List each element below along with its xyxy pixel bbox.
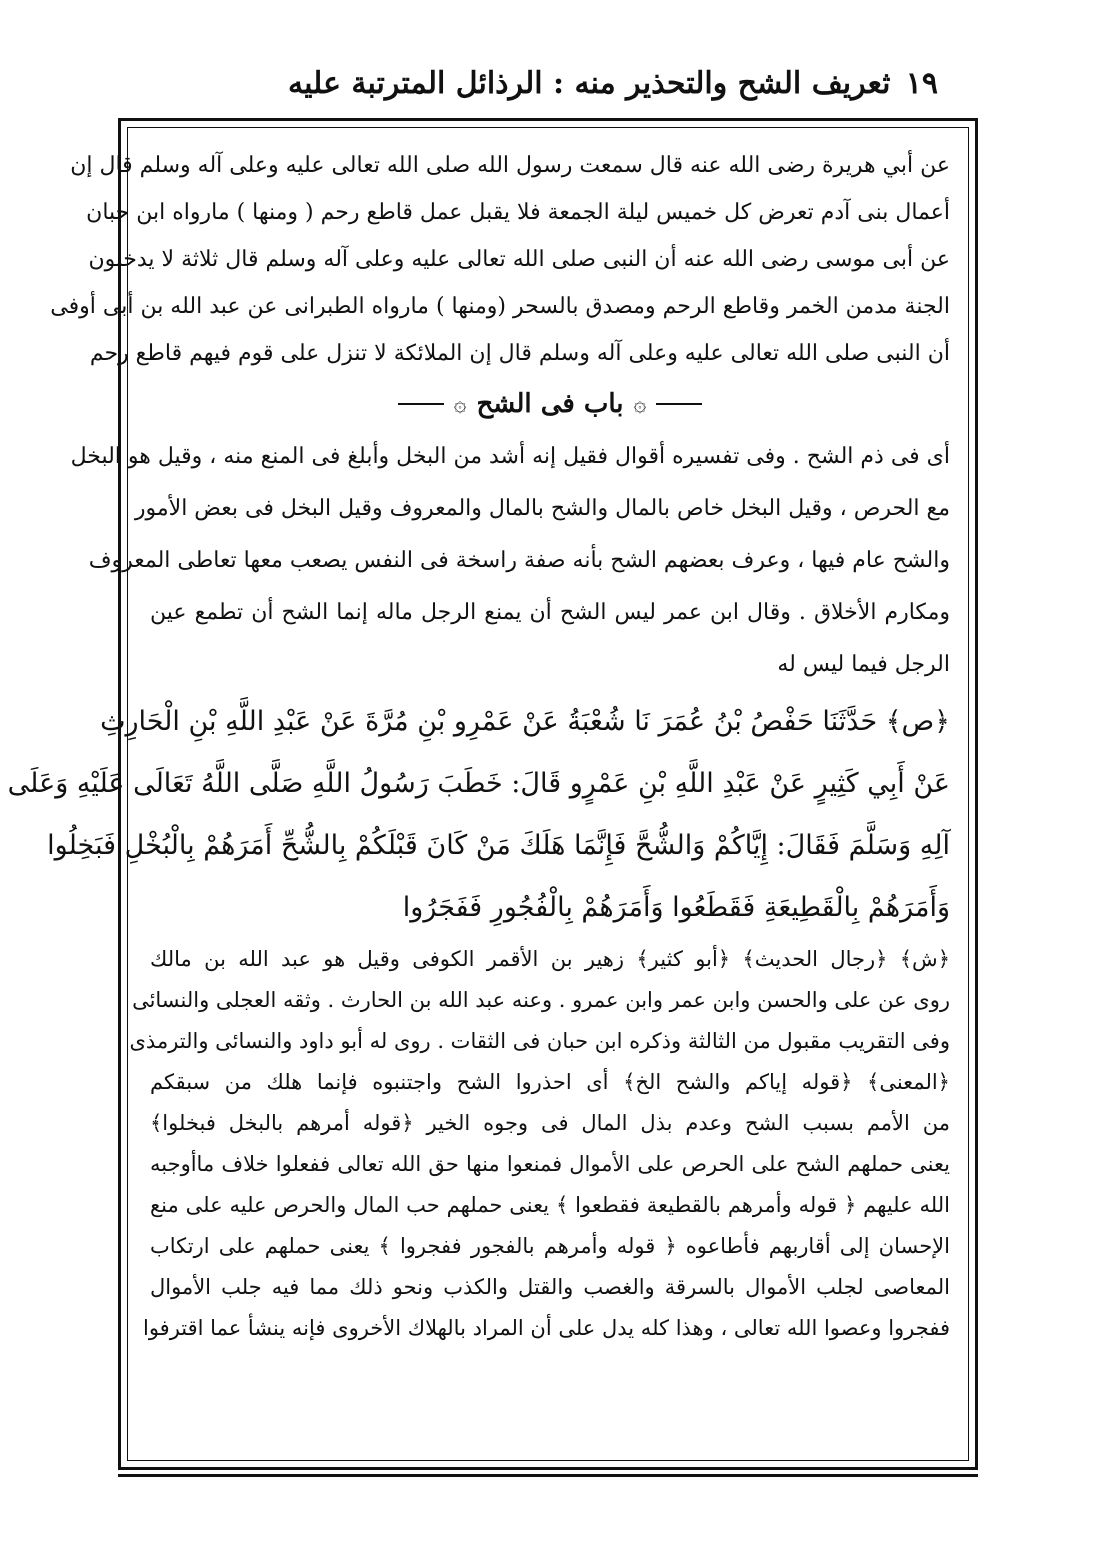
text-line: الرجل فيما ليس له	[777, 652, 950, 677]
hadith-line: عَنْ أَبِي كَثِيرٍ عَنْ عَبْدِ اللَّهِ بْنِ عَمْرٍو قَالَ: خَطَبَ رَسُولُ اللَّهِ صَلَّى اللَّهُ تَعَالَى عَلَيْهِ وَعَلَى	[7, 768, 950, 799]
page-header	[118, 58, 938, 108]
text-line: الجنة مدمن الخمر وقاطع الرحم ومصدق بالسحر (ومنها ) مارواه الطبرانى عن عبد الله بن أبى أوفى	[50, 294, 950, 319]
hadith-line: آلِهِ وَسَلَّمَ فَقَالَ: إِيَّاكُمْ وَالشُّحَّ فَإِنَّمَا هَلَكَ مَنْ كَانَ قَبْلَكُمْ بِالشُّحِّ أَمَرَهُمْ بِالْبُخْلِ فَبَخِلُوا	[47, 830, 950, 861]
page-number: ١٩	[905, 65, 938, 101]
section-definition	[70, 431, 950, 691]
hadith-line: وَأَمَرَهُمْ بِالْقَطِيعَةِ فَقَطَعُوا وَأَمَرَهُمْ بِالْفُجُورِ فَفَجَرُوا	[402, 892, 950, 923]
heading-rule-right	[656, 403, 702, 405]
commentary-line: يعنى حملهم الشح على الحرص على الأموال فمنعوا منها حق الله تعالى ففعلوا خلاف ماأوجبه	[150, 1152, 950, 1176]
chapter-heading	[150, 377, 950, 431]
commentary	[129, 939, 950, 1349]
commentary-line: الله عليهم ﴿ قوله وأمرهم بالقطيعة فقطعوا ﴾ يعنى حملهم حب المال والحرص عليه على منع	[150, 1193, 950, 1217]
text-line: أن النبى صلى الله تعالى عليه وعلى آله وسلم قال إن الملائكة لا تنزل على قوم فيهم قاطع رحم	[89, 341, 950, 366]
running-title: ثعريف الشح والتحذير منه : الرذائل المترتبة عليه	[288, 65, 891, 101]
commentary-line: الإحسان إلى أقاربهم فأطاعوه ﴿ قوله وأمرهم بالفجور ففجروا ﴾ يعنى حملهم على ارتكاب	[150, 1234, 950, 1258]
section-intro	[50, 142, 950, 377]
text-line: ومكارم الأخلاق . وقال ابن عمر ليس الشح أن يمنع الرجل ماله إنما الشح أن تطمع عين	[150, 600, 950, 625]
commentary-line: ففجروا وعصوا الله تعالى ، وهذا كله يدل على أن المراد بالهلاك الأخروى فإنه ينشأ عما اقترفوا	[142, 1316, 950, 1340]
hadith-line: ﴿ص﴾ حَدَّثَنَا حَفْصُ بْنُ عُمَرَ نَا شُعْبَةُ عَنْ عَمْرِو بْنِ مُرَّةَ عَنْ عَبْدِ اللَّهِ بْنِ الْحَارِثِ	[100, 706, 950, 737]
bottom-rule	[118, 1474, 978, 1477]
text-line: والشح عام فيها ، وعرف بعضهم الشح بأنه صفة راسخة فى النفس يصعب معها تعاطى المعروف	[88, 548, 950, 573]
text-line: أى فى ذم الشح . وفى تفسيره أقوال فقيل إنه أشد من البخل وأبلغ فى المنع منه ، وقيل هو البخل	[70, 444, 950, 469]
chapter-title: باب فى الشح	[476, 389, 624, 419]
text-line: أعمال بنى آدم تعرض كل خميس ليلة الجمعة فلا يقبل عمل قاطع رحم ( ومنها ) مارواه ابن حبان	[86, 200, 950, 225]
text-line: عن أبى موسى رضى الله عنه أن النبى صلى الله تعالى عليه وعلى آله وسلم قال ثلاثة لا يدخلون	[88, 247, 950, 272]
text-line: عن أبي هريرة رضى الله عنه قال سمعت رسول الله صلى الله تعالى عليه وعلى آله وسلم قال إن	[70, 153, 950, 178]
commentary-line: ﴿ش﴾ ﴿رجال الحديث﴾ ﴿أبو كثير﴾ زهير بن الأقمر الكوفى وقيل هو عبد الله بن مالك	[150, 947, 950, 971]
commentary-line: من الأمم بسبب الشح وعدم بذل المال فى وجوه الخير ﴿قوله أمرهم بالبخل فبخلوا﴾	[150, 1111, 950, 1135]
hadith-text	[7, 691, 950, 939]
commentary-line: روى عن على والحسن وابن عمر وابن عمرو . وعنه عبد الله بن الحارث . وثقه العجلى والنسائى	[132, 988, 950, 1012]
commentary-line: ﴿المعنى﴾ ﴿قوله إياكم والشح الخ﴾ أى احذروا الشح واجتنبوه فإنما هلك من سبقكم	[150, 1070, 950, 1094]
text-line: مع الحرص ، وقيل البخل خاص بالمال والشح بالمال والمعروف وقيل البخل فى بعض الأمور	[134, 496, 950, 521]
page-content	[7, 142, 950, 1349]
ornament-right-icon: ۞	[633, 391, 647, 417]
commentary-line: وفى التقريب مقبول من الثالثة وذكره ابن حبان فى الثقات . روى له أبو داود والنسائى والترمذى	[129, 1029, 950, 1053]
heading-rule-left	[398, 403, 444, 405]
ornament-left-icon: ۞	[453, 391, 467, 417]
commentary-line: المعاصى لجلب الأموال بالسرقة والغصب والقتل والكذب ونحو ذلك مما فيه جلب الأموال	[150, 1275, 950, 1299]
